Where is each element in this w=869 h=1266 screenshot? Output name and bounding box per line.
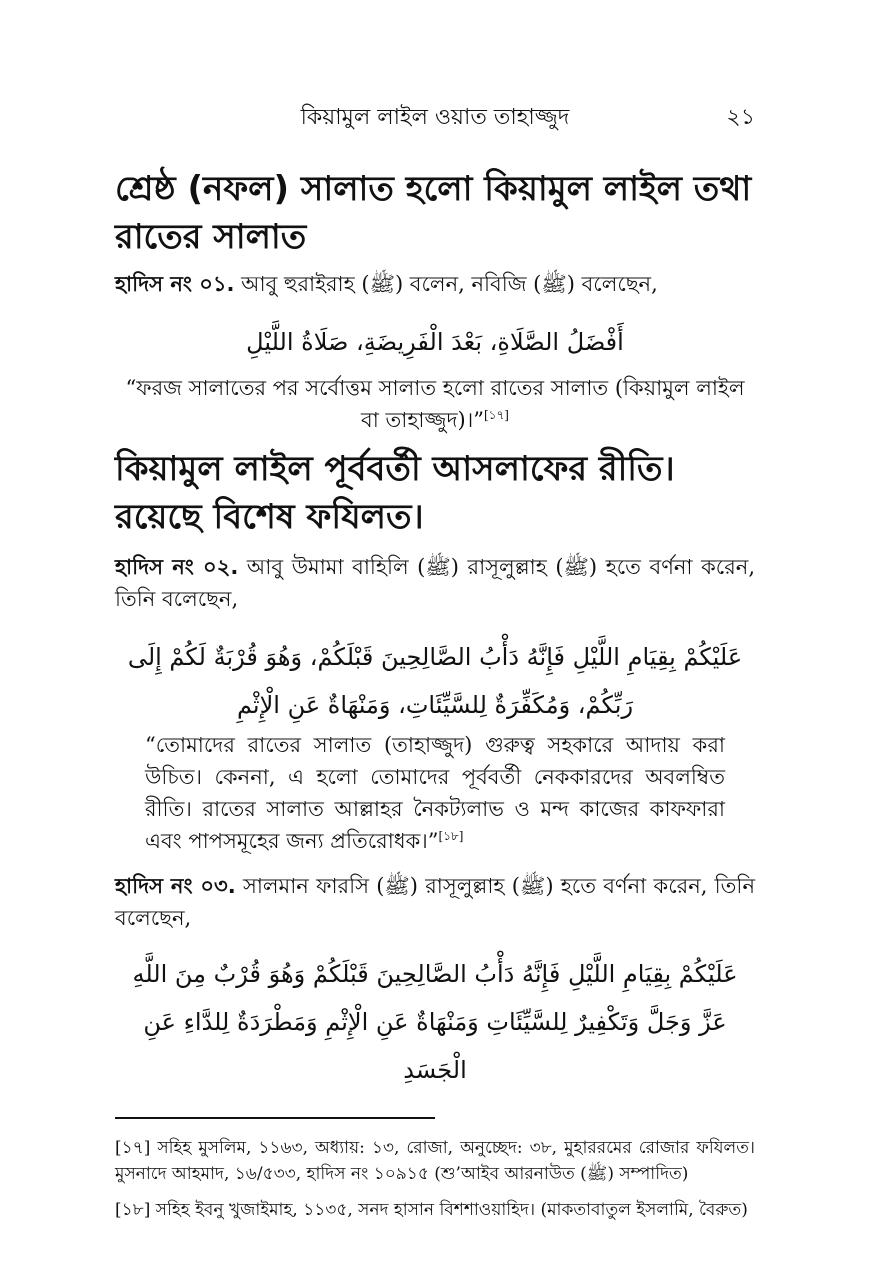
hadith-intro-text-2: আবু উমামা বাহিলি (ﷺ) রাসূলুল্লাহ (ﷺ) হতে বর্ণনা করেন, তিনি বলেছেন, bbox=[115, 555, 755, 611]
section-heading-1: শ্রেষ্ঠ (নফল) সালাত হলো কিয়ামুল লাইল তথা রাতের সালাত bbox=[115, 169, 752, 257]
translation-text-1: “ফরজ সালাতের পর সর্বোত্তম সালাত হলো রাতের সালাত (কিয়ামুল লাইল বা তাহাজ্জুদ)।” bbox=[125, 376, 745, 432]
hadith-label-3: হাদিস নং ০৩. bbox=[115, 874, 236, 898]
translation-1 bbox=[115, 372, 755, 436]
footnote-ref-17[interactable]: [১৭] bbox=[483, 408, 509, 422]
running-header bbox=[115, 96, 755, 132]
arabic-text-2: عَلَيْكُمْ بِقِيَامِ اللَّيْلِ فَإِنَّهُ دَأْبُ الصَّالِحِينَ قَبْلَكُمْ، وَهُوَ قُرْبَةٌ لَكُمْ إِلَى رَبِّكُمْ، وَمُكَفِّرَةٌ لِلسَّيِّئَاتِ، وَمَنْهَاةٌ عَنِ الْإِثْمِ bbox=[127, 643, 743, 719]
hadith-intro-3 bbox=[115, 870, 755, 934]
footnote-divider bbox=[115, 1117, 435, 1119]
running-title: কিয়ামুল লাইল ওয়াত তাহাজ্জুদ bbox=[300, 105, 570, 130]
hadith-intro-1 bbox=[115, 268, 755, 300]
page-number: ২১ bbox=[726, 105, 755, 130]
translation-2 bbox=[145, 729, 725, 857]
hadith-label-1: হাদিস নং ০১. bbox=[115, 272, 235, 296]
footnote-18: [১৮] সহিহ ইবনু খুজাইমাহ, ১১৩৫, সনদ হাসান বিশশাওয়াহিদ। (মাকতাবাতুল ইসলামি, বৈরুত) bbox=[115, 1200, 748, 1220]
footnote-17: [১৭] সহিহ মুসলিম, ১১৬৩, অধ্যায়: ১৩, রোজা, অনুচ্ছেদ: ৩৮, মুহাররমের রোজার ফযিলত। মুসনাদে আহমাদ, ১৬/৫৩৩, হাদিস নং ১০৯১৫ (শু’আইব আরনাউত (ﷺ) সম্পাদিত) bbox=[115, 1138, 755, 1184]
hadith-intro-2 bbox=[115, 551, 755, 615]
hadith-label-2: হাদিস নং ০২. bbox=[115, 555, 239, 579]
arabic-text-3: عَلَيْكُمْ بِقِيَامِ اللَّيْلِ فَإِنَّهُ دَأْبُ الصَّالِحِينَ قَبْلَكُمْ وَهُوَ قُرْبٌ مِنَ اللَّهِ عَزَّ وَجَلَّ وَتَكْفِيرٌ لِلسَّيِّئَاتِ وَمَنْهَاةٌ عَنِ الْإِثْمِ وَمَطْرَدَةٌ لِلدَّاءِ عَنِ الْجَسَدِ bbox=[132, 960, 738, 1084]
hadith-intro-text-3: সালমান ফারসি (ﷺ) রাসূলুল্লাহ (ﷺ) হতে বর্ণনা করেন, তিনি বলেছেন, bbox=[115, 874, 755, 930]
section-heading-2: কিয়ামুল লাইল পূর্ববর্তী আসলাফের রীতি। রয়েছে বিশেষ ফযিলত। bbox=[115, 449, 675, 537]
translation-text-2: “তোমাদের রাতের সালাত (তাহাজ্জুদ) গুরুত্ব সহকারে আদায় করা উচিত। কেননা, এ হলো তোমাদের পূর্ববর্তী নেককারদের অবলম্বিত রীতি। রাতের সালাত আল্লাহর নৈকট্যলাভ ও মন্দ কাজের কাফফারা এবং পাপসমূহের জন্য প্রতিরোধক।” bbox=[145, 733, 725, 853]
footnote-ref-18[interactable]: [১৮] bbox=[438, 829, 464, 843]
arabic-text-1: أَفْضَلُ الصَّلَاةِ، بَعْدَ الْفَرِيضَةِ، صَلَاةُ اللَّيْلِ bbox=[246, 328, 624, 356]
hadith-intro-text-1: আবু হুরাইরাহ (ﷺ) বলেন, নবিজি (ﷺ) বলেছেন, bbox=[234, 272, 658, 296]
